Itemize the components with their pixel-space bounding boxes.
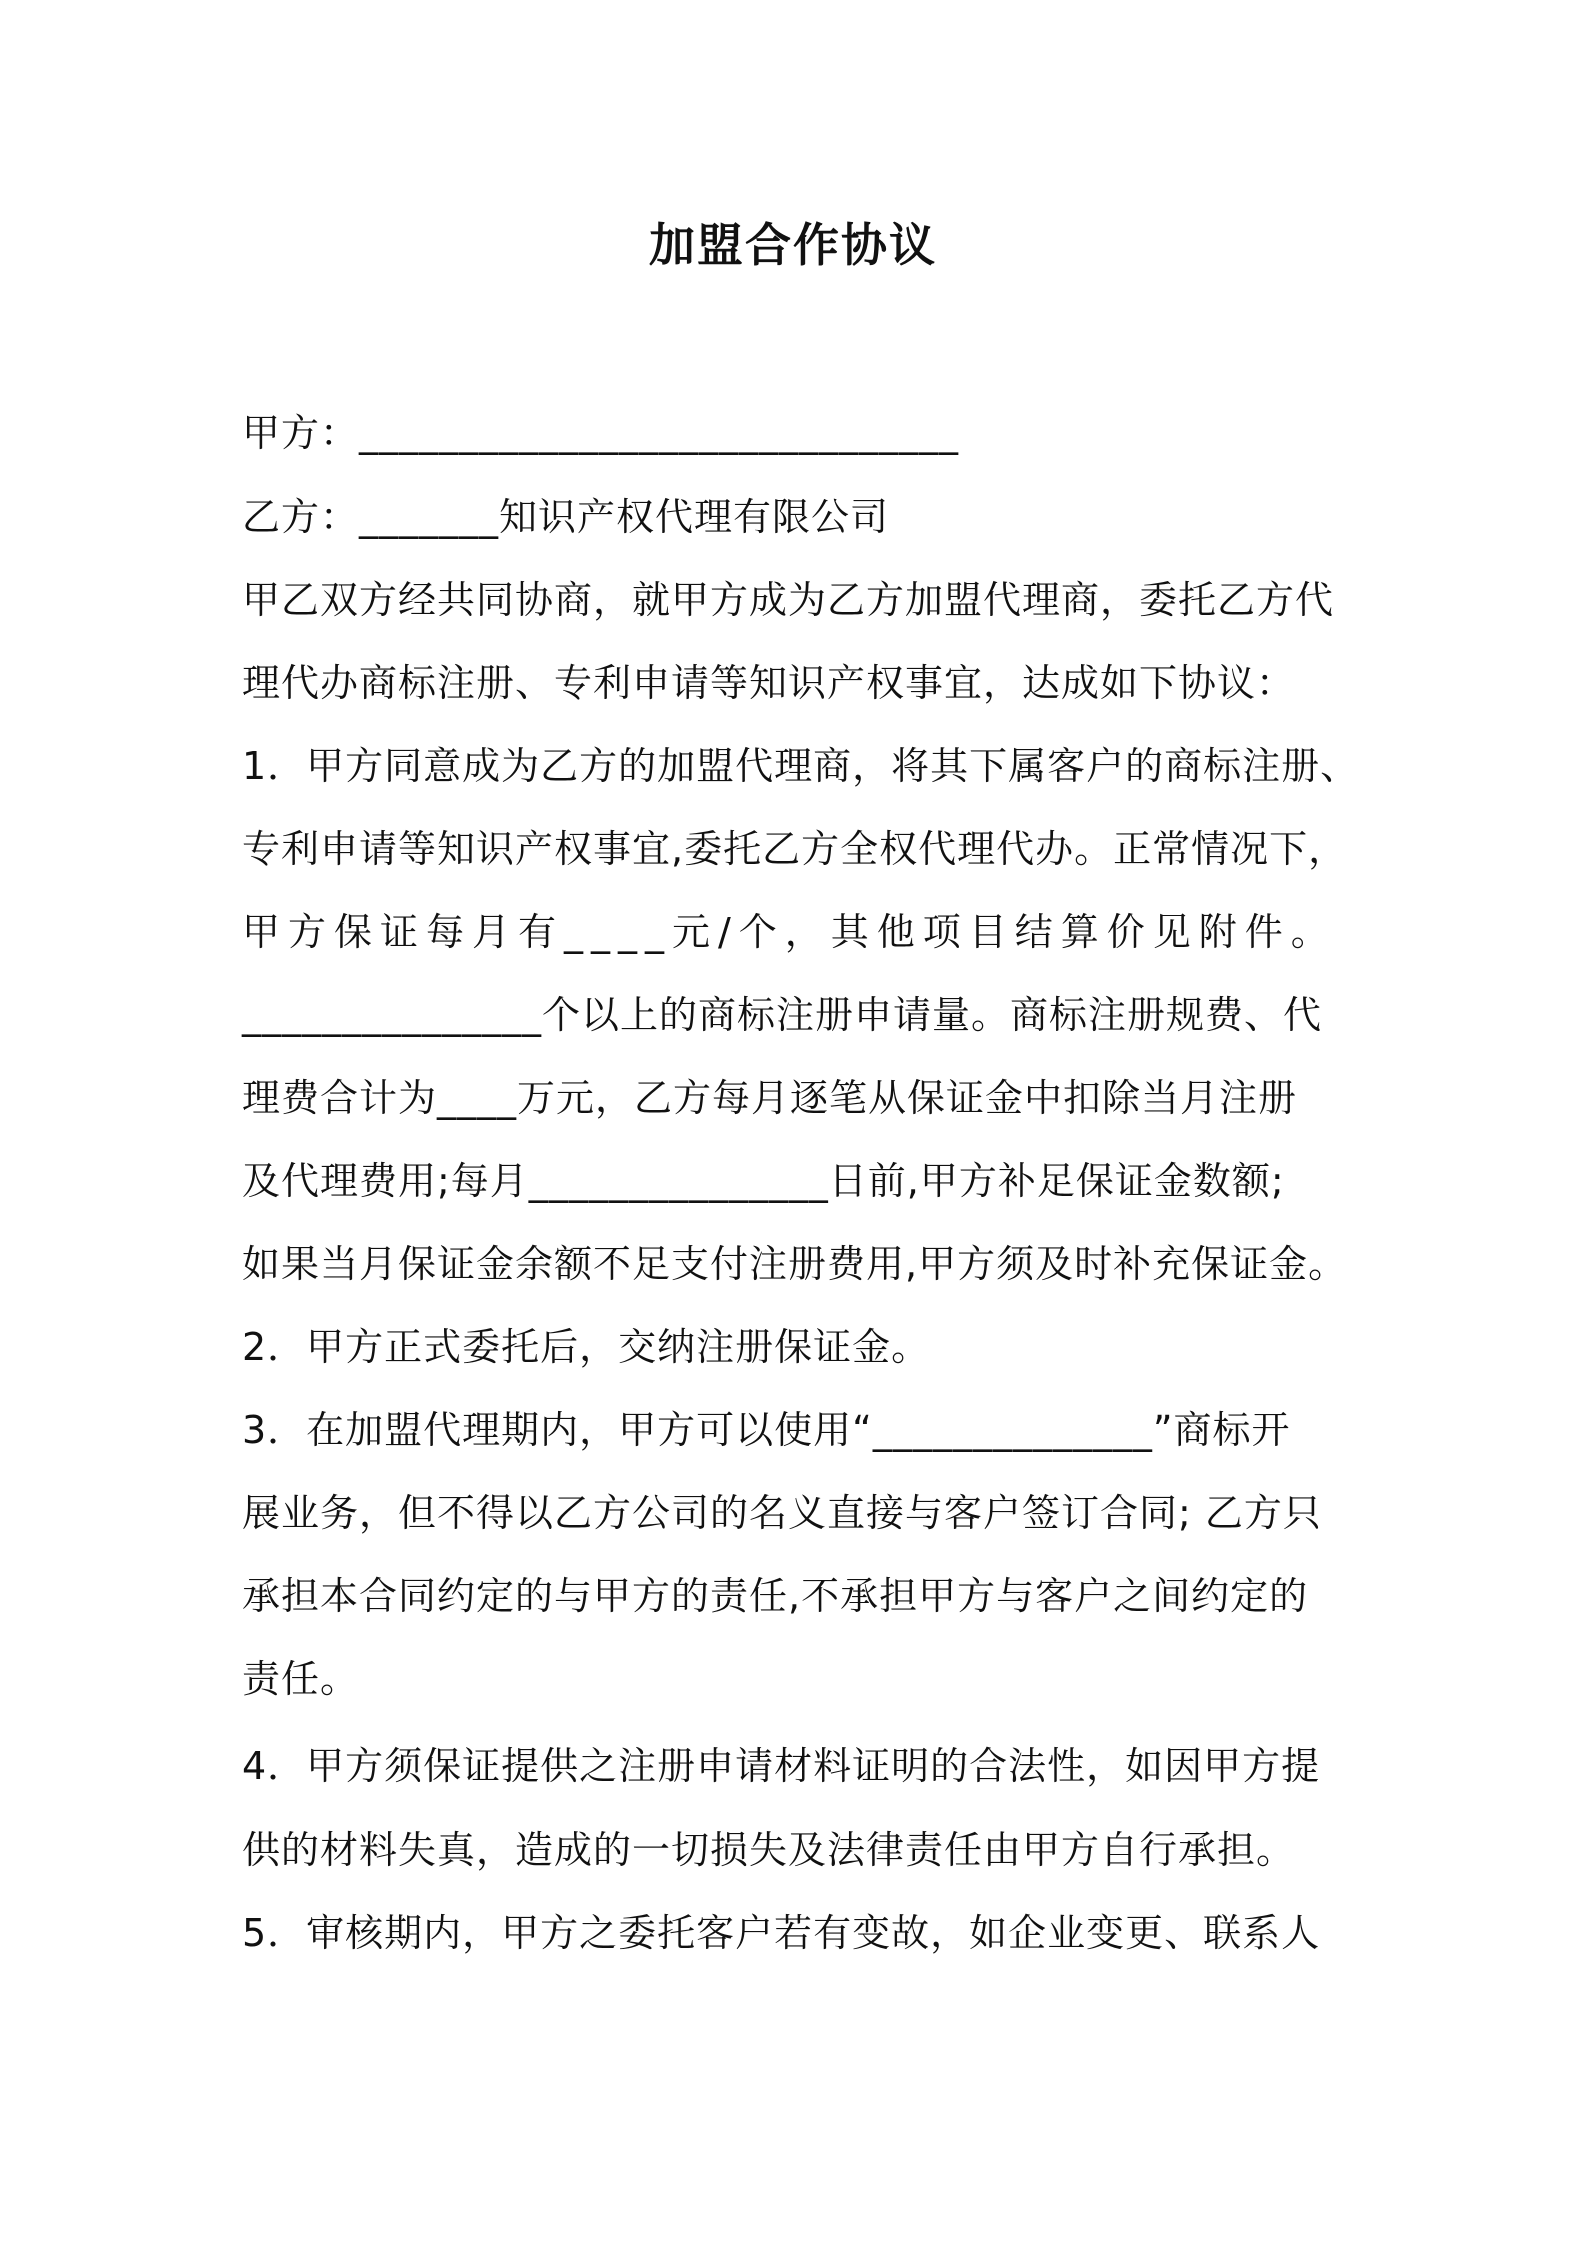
clause-4-line-1: 4．甲方须保证提供之注册申请材料证明的合法性，如因甲方提	[242, 1744, 1321, 1788]
clause-1-line-5: 理费合计为____万元，乙方每月逐笔从保证金中扣除当月注册	[242, 1076, 1298, 1120]
clause-3-line-3: 承担本合同约定的与甲方的责任,不承担甲方与客户之间约定的	[242, 1574, 1309, 1618]
clause-1-line-7: 如果当月保证金余额不足支付注册费用,甲方须及时补充保证金。	[242, 1242, 1348, 1286]
clause-1-line-1: 1．甲方同意成为乙方的加盟代理商，将其下属客户的商标注册、	[242, 744, 1360, 788]
clause-5-line-1: 5．审核期内，甲方之委托客户若有变故，如企业变更、联系人	[242, 1911, 1321, 1955]
preamble-line-1: 甲乙双方经共同协商，就甲方成为乙方加盟代理商，委托乙方代	[242, 578, 1335, 622]
preamble-line-2: 理代办商标注册、专利申请等知识产权事宜，达成如下协议：	[242, 661, 1296, 705]
clause-2-line-1: 2．甲方正式委托后，交纳注册保证金。	[242, 1325, 931, 1369]
party-a-line: 甲方：______________________________	[242, 411, 960, 455]
party-b-line: 乙方：_______知识产权代理有限公司	[242, 495, 890, 539]
clause-3-line-4: 责任。	[242, 1657, 360, 1701]
clause-1-line-6: 及代理费用;每月_______________日前,甲方补足保证金数额;	[242, 1159, 1285, 1203]
document-title: 加盟合作协议	[649, 218, 937, 272]
clause-4-line-2: 供的材料失真，造成的一切损失及法律责任由甲方自行承担。	[242, 1828, 1296, 1872]
clause-1-line-2: 专利申请等知识产权事宜,委托乙方全权代理代办。正常情况下，	[242, 827, 1348, 871]
clause-3-line-2: 展业务，但不得以乙方公司的名义直接与客户签订合同; 乙方只	[242, 1491, 1322, 1535]
clause-3-line-1: 3．在加盟代理期内，甲方可以使用“______________”商标开	[242, 1408, 1291, 1452]
clause-1-line-4: _______________个以上的商标注册申请量。商标注册规费、代	[242, 993, 1323, 1037]
clause-1-line-3: 甲方保证每月有____元/个，其他项目结算价见附件。	[242, 910, 1337, 954]
